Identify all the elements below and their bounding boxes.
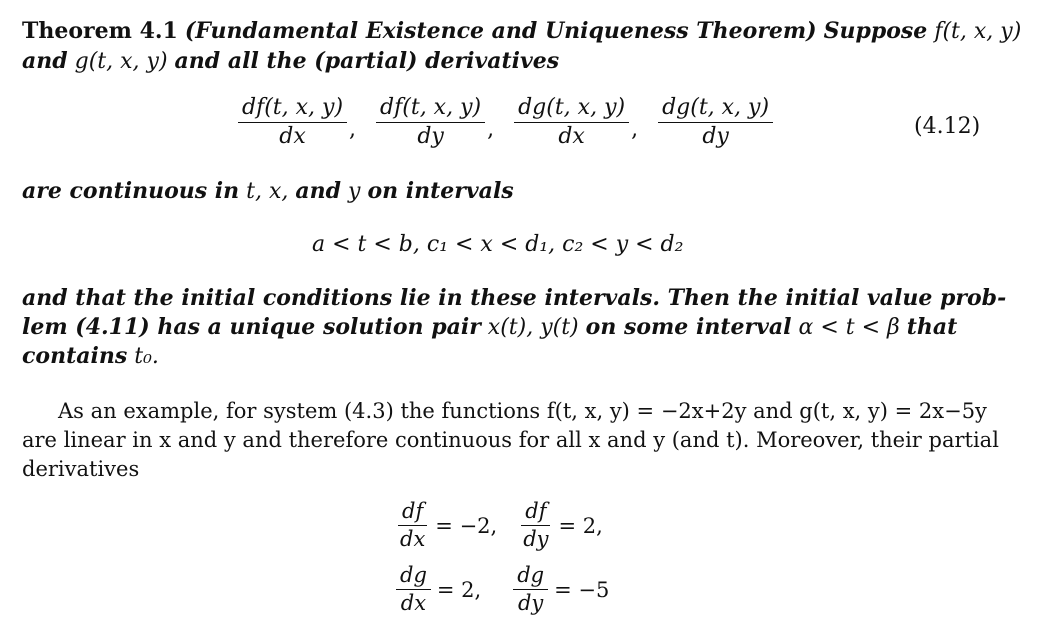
fraction: $\frac{df}{dy}$ xyxy=(523,499,549,552)
theorem-label: Theorem 4.1 xyxy=(22,18,178,44)
fraction: $\frac{dg}{dy}$ xyxy=(513,564,548,615)
continuous-line: are continuous in t, x, and y on intervals xyxy=(22,178,514,204)
theorem-title: (Fundamental Existence and Uniqueness Theorem) xyxy=(184,18,817,44)
partials-row-2: $\frac{dg}{dx}$ = 2, $\frac{dg}{dy}$ = −5 xyxy=(394,564,609,615)
initial-line-3: contains t₀. xyxy=(22,343,159,369)
intervals-equation: a < t < b, c₁ < x < d₁, c₂ < y < d₂ xyxy=(312,232,684,257)
fraction: $\frac{dg}{dx}$ xyxy=(396,564,431,615)
fraction: $\frac{df}{dx}$ xyxy=(400,499,426,552)
example-line-2: are linear in x and y and therefore continuous for all x and y (and t). Moreover, their partial xyxy=(22,428,999,452)
theorem-line-1: Theorem 4.1 (Fundamental Existence and Uniqueness Theorem) Suppose f(t, x, y) xyxy=(22,18,1022,44)
fraction: $\frac{df(t, x, y)}{dx}$ xyxy=(238,96,347,149)
equation-4-12: $\frac{df(t, x, y)}{dx}$ , $\frac{df(t, x, y)}{dy}$ , $\frac{dg(t, x, y)}{dx}$ , $\frac{dg(t, x, y)}{dy}$ xyxy=(236,96,775,149)
equation-number: (4.12) xyxy=(914,114,981,139)
fraction: $\frac{dg(t, x, y)}{dx}$ xyxy=(514,96,629,149)
initial-line-2: lem (4.11) has a unique solution pair x(t), y(t) on some interval α < t < β that xyxy=(22,314,958,340)
theorem-line-2: and g(t, x, y) and all the (partial) derivatives xyxy=(22,48,560,74)
fraction: $\frac{df(t, x, y)}{dy}$ xyxy=(376,96,485,149)
example-line-1: As an example, for system (4.3) the functions f(t, x, y) = −2x+2y and g(t, x, y) = 2x−5y xyxy=(58,399,987,423)
fraction: $\frac{dg(t, x, y)}{dy}$ xyxy=(658,96,773,149)
initial-line-1: and that the initial conditions lie in these intervals. Then the initial value prob- xyxy=(22,285,1007,311)
example-line-3: derivatives xyxy=(22,457,140,481)
partials-row-1: $\frac{df}{dx}$ = −2, $\frac{df}{dy}$ = 2, xyxy=(394,500,603,551)
